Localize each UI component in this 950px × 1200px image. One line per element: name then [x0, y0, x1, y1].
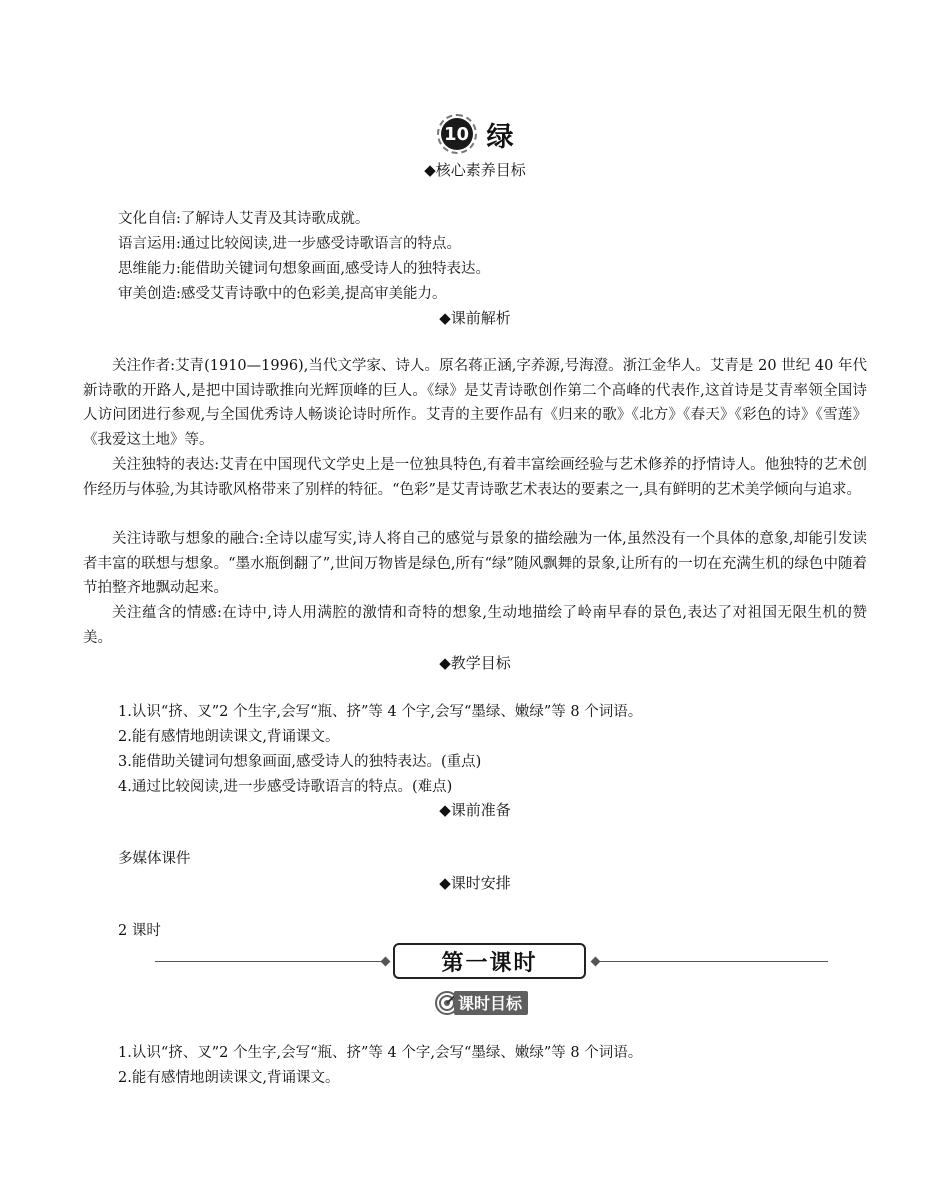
- lesson-goal-label: 课时目标: [454, 991, 528, 1015]
- analysis-paragraph-expression: 关注独特的表达:艾青在中国现代文学史上是一位独具特色,有着丰富绘画经验与艺术修养的抒情诗人。他独特的艺术创作经历与体验,为其诗歌风格带来了别样的特征。“色彩”是艾青诗歌艺术表达的要素之一,具有鲜明的艺术美学倾向与追求。: [83, 457, 867, 498]
- section-heading-preview-analysis: ◆课前解析: [439, 309, 511, 327]
- first-lesson-heading: 第一课时: [393, 943, 586, 979]
- lesson-goal-item: 1.认识“挤、叉”2 个生字,会写“瓶、挤”等 4 个字,会写“墨绿、嫩绿”等 8 个词语。: [118, 1045, 643, 1061]
- core-goal-item: 思维能力:能借助关键词句想象画面,感受诗人的独特表达。: [118, 261, 490, 277]
- lesson-goal-tag: [434, 990, 528, 1016]
- divider-dot-left: [381, 957, 391, 967]
- lesson-title-text: 绿: [486, 121, 514, 153]
- teaching-goal-item: 3.能借助关键词句想象画面,感受诗人的独特表达。(重点): [118, 754, 482, 770]
- teaching-goal-item: 2.能有感情地朗读课文,背诵课文。: [118, 729, 340, 745]
- section-heading-schedule: ◆课时安排: [439, 874, 511, 892]
- analysis-paragraph-imagination: 关注诗歌与想象的融合:全诗以虚写实,诗人将自己的感觉与景象的描绘融为一体,虽然没有一个具体的意象,却能引发读者丰富的联想与想象。“墨水瓶倒翻了”,世间万物皆是绿色,所有“绿”随风飘舞的景象,让所有的一切在充满生机的绿色中随着节拍整齐地飘动起来。: [83, 531, 867, 596]
- analysis-paragraph-author: 关注作者:艾青(1910—1996),当代文学家、诗人。原名蒋正涵,字养源,号海澄。浙江金华人。艾青是 20 世纪 40 年代新诗歌的开路人,是把中国诗歌推向光辉顶峰的巨人。《绿》是艾青诗歌创作第二个高峰的代表作,这首诗是艾青率领全国诗人访问团进行参观,与全国优秀诗人畅谈论诗时所作。艾青的主要作品有《归来的歌》《北方》《春天》《彩色的诗》《雪莲》《我爱这土地》等。: [83, 358, 867, 448]
- divider-dot-right: [591, 957, 601, 967]
- schedule-text: 2 课时: [118, 923, 161, 939]
- section-heading-core-goals: ◆核心素养目标: [424, 161, 526, 179]
- lesson-number: 10: [441, 118, 473, 150]
- preparation-text: 多媒体课件: [118, 851, 191, 867]
- analysis-paragraph-emotion: 关注蕴含的情感:在诗中,诗人用满腔的激情和奇特的想象,生动地描绘了岭南早春的景色,表达了对祖国无限生机的赞美。: [83, 605, 867, 646]
- teaching-goal-item: 1.认识“挤、叉”2 个生字,会写“瓶、挤”等 4 个字,会写“墨绿、嫩绿”等 8 个词语。: [118, 704, 643, 720]
- divider-left: [155, 961, 387, 962]
- lesson-goal-item: 2.能有感情地朗读课文,背诵课文。: [118, 1070, 340, 1086]
- section-heading-teaching-goals: ◆教学目标: [439, 654, 511, 672]
- lesson-number-badge: [437, 114, 477, 154]
- section-heading-preparation: ◆课前准备: [439, 801, 511, 819]
- divider-right: [596, 961, 828, 962]
- core-goal-item: 语言运用:通过比较阅读,进一步感受诗歌语言的特点。: [118, 236, 461, 252]
- core-goal-item: 审美创造:感受艾青诗歌中的色彩美,提高审美能力。: [118, 286, 447, 302]
- lesson-title: [0, 114, 950, 154]
- teaching-goal-item: 4.通过比较阅读,进一步感受诗歌语言的特点。(难点): [118, 779, 453, 795]
- core-goal-item: 文化自信:了解诗人艾青及其诗歌成就。: [118, 211, 370, 227]
